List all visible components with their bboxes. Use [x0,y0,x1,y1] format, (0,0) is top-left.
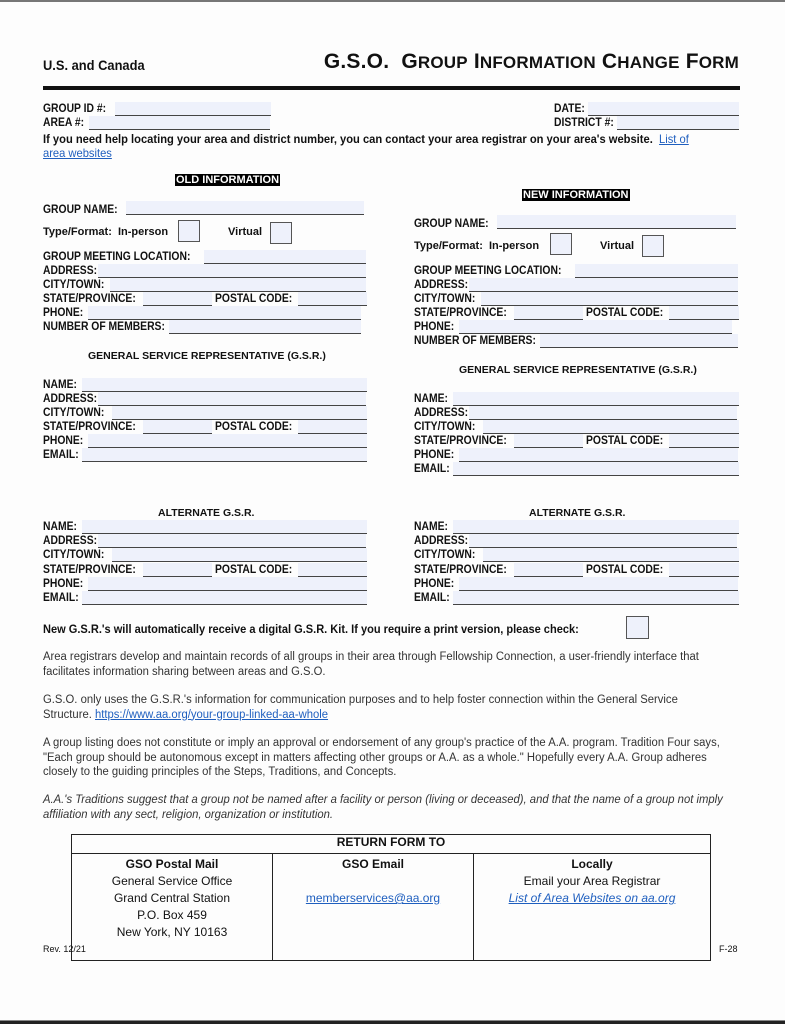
postal-mail-cell: GSO Postal Mail General Service Office Grand Central Station P.O. Box 459 New York, NY 10163 [72,854,273,961]
title-word: GROUP [401,50,468,73]
old-state-label: STATE/PROVINCE: [43,293,136,305]
new-alt-city-field[interactable] [483,548,739,562]
old-alt-city-field[interactable] [112,548,367,562]
traditions-paragraph: A.A.'s Traditions suggest that a group not be named after a facility or person (living or deceased), and that the name of a group not imply affiliation with any sect, religion, organization or institution. [43,794,723,821]
new-alt-heading: ALTERNATE G.S.R. [529,507,626,519]
old-gsr-phone-label: PHONE: [43,435,84,447]
old-info-heading: OLD INFORMATION [176,174,280,186]
new-group-name-field[interactable] [497,215,736,229]
group-id-field[interactable] [115,102,271,116]
old-alt-heading: ALTERNATE G.S.R. [158,507,255,519]
old-gsr-name-label: NAME: [43,379,77,391]
new-gsr-city-field[interactable] [483,420,739,434]
new-gsr-postal-field[interactable] [669,434,739,448]
old-alt-address-field[interactable] [98,534,366,548]
new-members-label: NUMBER OF MEMBERS: [414,335,536,347]
old-gsr-email-label: EMAIL: [43,449,79,461]
form-title [324,50,739,74]
old-gsr-state-field[interactable] [143,420,212,434]
date-field[interactable] [588,102,739,116]
new-address-field[interactable] [469,278,738,292]
old-alt-state-field[interactable] [143,563,212,577]
old-alt-postal-label: POSTAL CODE: [215,564,293,576]
local-cell: Locally Email your Area Registrar List of Area Websites on aa.org [474,854,711,961]
new-gsr-phone-label: PHONE: [414,449,455,461]
new-gsr-address-label: ADDRESS: [414,407,469,419]
old-alt-name-field[interactable] [82,520,367,534]
new-alt-state-label: STATE/PROVINCE: [414,564,507,576]
old-type-format-label: Type/Format: In-person [43,226,169,238]
title-prefix: G.S.O. [323,50,390,73]
area-label: AREA #: [43,117,85,129]
new-state-field[interactable] [514,306,583,320]
title-word: FORM [685,50,739,73]
old-alt-email-field[interactable] [82,591,367,605]
new-postal-field[interactable] [669,306,739,320]
new-alt-phone-label: PHONE: [414,578,455,590]
local-heading: Locally [571,857,613,871]
new-gsr-name-field[interactable] [453,392,739,406]
new-gsr-postal-label: POSTAL CODE: [586,435,664,447]
old-alt-postal-field[interactable] [298,563,367,577]
window-bottom-border [0,1020,785,1024]
new-phone-label: PHONE: [414,321,455,333]
old-members-label: NUMBER OF MEMBERS: [43,321,165,333]
new-group-name-label: GROUP NAME: [414,218,489,230]
old-meeting-location-field[interactable] [204,250,366,264]
registrar-paragraph: Area registrars develop and maintain records of all groups in their area through Fellowship Connection, a user-friendly interface that facilitates information sharing between areas and G.S.O. [43,651,699,678]
old-gsr-heading: GENERAL SERVICE REPRESENTATIVE (G.S.R.) [88,350,326,362]
group-id-label: GROUP ID #: [43,103,107,115]
new-gsr-state-label: STATE/PROVINCE: [414,435,507,447]
new-type-format-label: Type/Format: In-person [414,240,540,252]
postal-mail-heading: GSO Postal Mail [125,857,219,871]
area-websites-link[interactable]: List of area websites [43,132,689,160]
old-phone-label: PHONE: [43,307,84,319]
old-gsr-phone-field[interactable] [88,434,367,448]
print-kit-checkbox[interactable] [626,616,649,639]
old-gsr-city-field[interactable] [112,406,367,420]
new-alt-address-label: ADDRESS: [414,535,469,547]
new-gsr-city-label: CITY/TOWN: [414,421,476,433]
new-info-heading: NEW INFORMATION [523,189,629,201]
old-virtual-label: Virtual [228,226,263,238]
new-alt-name-label: NAME: [414,521,448,533]
new-city-label: CITY/TOWN: [414,293,476,305]
new-meeting-location-field[interactable] [575,264,738,278]
new-alt-postal-label: POSTAL CODE: [586,564,664,576]
new-city-field[interactable] [481,292,738,306]
old-state-field[interactable] [143,292,212,306]
district-field[interactable] [617,116,739,130]
new-phone-field[interactable] [459,320,732,334]
new-state-label: STATE/PROVINCE: [414,307,507,319]
new-alt-address-field[interactable] [469,534,737,548]
new-alt-state-field[interactable] [514,563,583,577]
member-services-email-link[interactable]: memberservices@aa.org [305,891,441,905]
new-alt-email-label: EMAIL: [414,592,450,604]
old-city-field[interactable] [110,278,366,292]
gso-email-cell [273,854,474,961]
new-alt-email-field[interactable] [453,591,739,605]
new-gsr-email-label: EMAIL: [414,463,450,475]
new-in-person-checkbox[interactable] [550,233,572,255]
old-group-name-field[interactable] [126,201,364,215]
new-gsr-heading: GENERAL SERVICE REPRESENTATIVE (G.S.R.) [459,364,697,376]
new-gsr-email-field[interactable] [453,462,739,476]
old-alt-email-label: EMAIL: [43,592,79,604]
new-gsr-address-field[interactable] [469,406,737,420]
listing-disclaimer-paragraph: A group listing does not constitute or imply an approval or endorsement of any group's practice of the A.A. program. Tradition Four says, "Each group should be autonomous except in matters affecting other groups or A.A. as a whole." Hopefully every A.A. Group adheres closely to the guiding principles of the Steps, Traditions, and Concepts. [43,737,720,778]
new-gsr-state-field[interactable] [514,434,583,448]
new-gsr-name-label: NAME: [414,393,448,405]
title-word: INFORMATION [473,50,596,73]
area-field[interactable] [89,116,270,130]
old-gsr-city-label: CITY/TOWN: [43,407,105,419]
old-alt-state-label: STATE/PROVINCE: [43,564,136,576]
new-alt-name-field[interactable] [453,520,739,534]
new-alt-city-label: CITY/TOWN: [414,549,476,561]
old-gsr-email-field[interactable] [82,448,367,462]
new-meeting-location-label: GROUP MEETING LOCATION: [414,265,562,277]
old-group-name-label: GROUP NAME: [43,204,118,216]
old-gsr-postal-label: POSTAL CODE: [215,421,293,433]
new-virtual-label: Virtual [600,240,635,252]
old-gsr-postal-field[interactable] [298,420,367,434]
new-virtual-checkbox[interactable] [642,235,664,257]
old-alt-phone-label: PHONE: [43,578,84,590]
old-gsr-state-label: STATE/PROVINCE: [43,421,136,433]
old-gsr-address-field[interactable] [98,392,366,406]
help-text: If you need help locating your area and district number, you can contact your area registrar on your area's website. List of area websites [43,132,689,160]
header-rule [43,86,740,90]
old-postal-field[interactable] [298,292,367,306]
old-phone-field[interactable] [88,306,361,320]
old-gsr-address-label: ADDRESS: [43,393,98,405]
new-alt-postal-field[interactable] [669,563,739,577]
old-alt-phone-field[interactable] [88,577,367,591]
new-address-label: ADDRESS: [414,279,469,291]
kit-notice: New G.S.R.'s will automatically receive a digital G.S.R. Kit. If you require a print version, please check: [43,622,579,636]
gsr-usage-paragraph: G.S.O. only uses the G.S.R.'s information for communication purposes and to help foster connection within the General Service Structure. https://www.aa.org/your-group-linked-aa-whole [43,694,678,721]
old-gsr-name-field[interactable] [82,378,367,392]
old-postal-label: POSTAL CODE: [215,293,293,305]
area-websites-aa-link[interactable]: List of Area Websites on aa.org [508,891,676,905]
old-address-label: ADDRESS: [43,265,98,277]
window-top-border [0,0,785,2]
new-postal-label: POSTAL CODE: [586,307,664,319]
gso-email-heading: GSO Email [341,857,405,871]
return-form-table [71,834,711,961]
old-address-field[interactable] [98,264,366,278]
aa-whole-link[interactable]: https://www.aa.org/your-group-linked-aa-whole [95,708,329,721]
region-label: U.S. and Canada [43,57,145,73]
old-members-field[interactable] [169,320,361,334]
old-alt-city-label: CITY/TOWN: [43,549,105,561]
new-members-field[interactable] [540,334,738,348]
old-meeting-location-label: GROUP MEETING LOCATION: [43,251,191,263]
date-label: DATE: [554,103,585,115]
return-form-heading: RETURN FORM TO [72,835,711,854]
new-alt-phone-field[interactable] [459,577,738,591]
old-in-person-checkbox[interactable] [178,220,200,242]
revision-label: Rev. 12/21 [43,944,86,954]
old-alt-name-label: NAME: [43,521,77,533]
title-word: CHANGE [601,50,680,73]
old-alt-address-label: ADDRESS: [43,535,98,547]
old-virtual-checkbox[interactable] [270,222,292,244]
old-city-label: CITY/TOWN: [43,279,105,291]
district-label: DISTRICT #: [554,117,614,129]
new-gsr-phone-field[interactable] [459,448,738,462]
form-number: F-28 [719,944,738,954]
